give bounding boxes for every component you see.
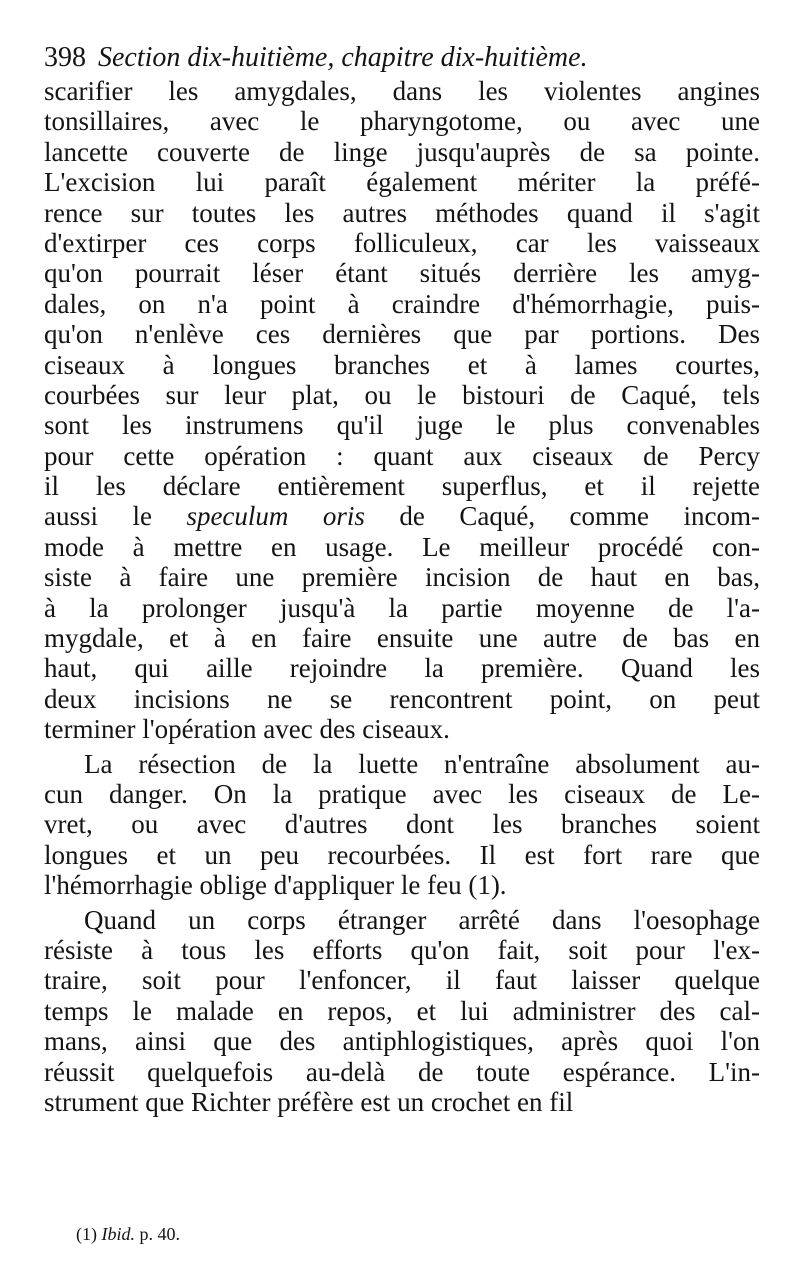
text-line: tonsillaires, avec le pharyngotome, ou avec une — [44, 106, 760, 137]
footnote-source: Ibid. — [101, 1224, 135, 1244]
paragraph — [44, 905, 760, 1118]
text-line: longues et un peu recourbées. Il est fort rare que — [44, 839, 760, 870]
paragraph — [44, 749, 760, 901]
text-line: qu'on pourrait léser étant situés derrière les amyg- — [44, 258, 760, 289]
text-line: vret, ou avec d'autres dont les branches soient — [44, 809, 760, 840]
text-line: cun danger. On la pratique avec les ciseaux de Le- — [44, 778, 760, 809]
text-line: réussit quelquefois au-delà de toute espérance. L'in- — [44, 1056, 760, 1087]
text-line: dales, on n'a point à craindre d'hémorrhagie, puis- — [44, 288, 760, 319]
footnote — [76, 1222, 180, 1246]
text-line: La résection de la luette n'entraîne absolument au- — [84, 748, 760, 779]
text-line: traire, soit pour l'enfoncer, il faut laisser quelque — [44, 965, 760, 996]
text-line: à la prolonger jusqu'à la partie moyenne de l'a- — [44, 592, 760, 623]
text-line: il les déclare entièrement superflus, et il rejette — [44, 471, 760, 502]
page-number: 398 — [44, 42, 86, 73]
text-line: lancette couverte de linge jusqu'auprès de sa pointe. — [44, 136, 760, 167]
text-line: scarifier les amygdales, dans les violentes angines — [44, 76, 760, 106]
paragraph — [44, 76, 760, 745]
running-head — [44, 40, 760, 76]
text-line: L'excision lui paraît également mériter la préfé- — [44, 167, 760, 198]
text-line: haut, qui aille rejoindre la première. Quand les — [44, 653, 760, 684]
text-line: terminer l'opération avec des ciseaux. — [44, 714, 450, 745]
book-page — [44, 40, 760, 1117]
text-line: mygdale, et à en faire ensuite une autre de bas en — [44, 623, 760, 654]
text-line: mans, ainsi que des antiphlogistiques, après quoi l'on — [44, 1026, 760, 1057]
text-line: résiste à tous les efforts qu'on fait, soit pour l'ex- — [44, 934, 760, 965]
text-line: courbées sur leur plat, ou le bistouri de Caqué, tels — [44, 379, 760, 410]
text-line: aussi le speculum oris de Caqué, comme incom- — [44, 501, 760, 532]
text-line: l'hémorrhagie oblige d'appliquer le feu (1). — [44, 870, 507, 901]
text-line: temps le malade en repos, et lui administrer des cal- — [44, 995, 760, 1026]
text-line: pour cette opération : quant aux ciseaux de Percy — [44, 440, 760, 471]
text-line: ciseaux à longues branches et à lames courtes, — [44, 349, 760, 380]
text-line: deux incisions ne se rencontrent point, on peut — [44, 683, 760, 714]
text-line: siste à faire une première incision de haut en bas, — [44, 562, 760, 593]
footnote-page: p. 40. — [139, 1224, 180, 1244]
text-body — [44, 76, 760, 1117]
text-line: sont les instrumens qu'il juge le plus convenables — [44, 410, 760, 441]
text-line: qu'on n'enlève ces dernières que par portions. Des — [44, 319, 760, 350]
text-line: Quand un corps étranger arrêté dans l'oesophage — [84, 904, 760, 935]
footnote-marker: (1) — [76, 1224, 97, 1244]
text-line: strument que Richter préfère est un crochet en fil — [44, 1086, 574, 1117]
text-line: mode à mettre en usage. Le meilleur procédé con- — [44, 531, 760, 562]
running-head-title: Section dix-huitième, chapitre dix-huitième. — [98, 42, 588, 73]
text-line: rence sur toutes les autres méthodes quand il s'agit — [44, 197, 760, 228]
text-line: d'extirper ces corps folliculeux, car les vaisseaux — [44, 227, 760, 258]
